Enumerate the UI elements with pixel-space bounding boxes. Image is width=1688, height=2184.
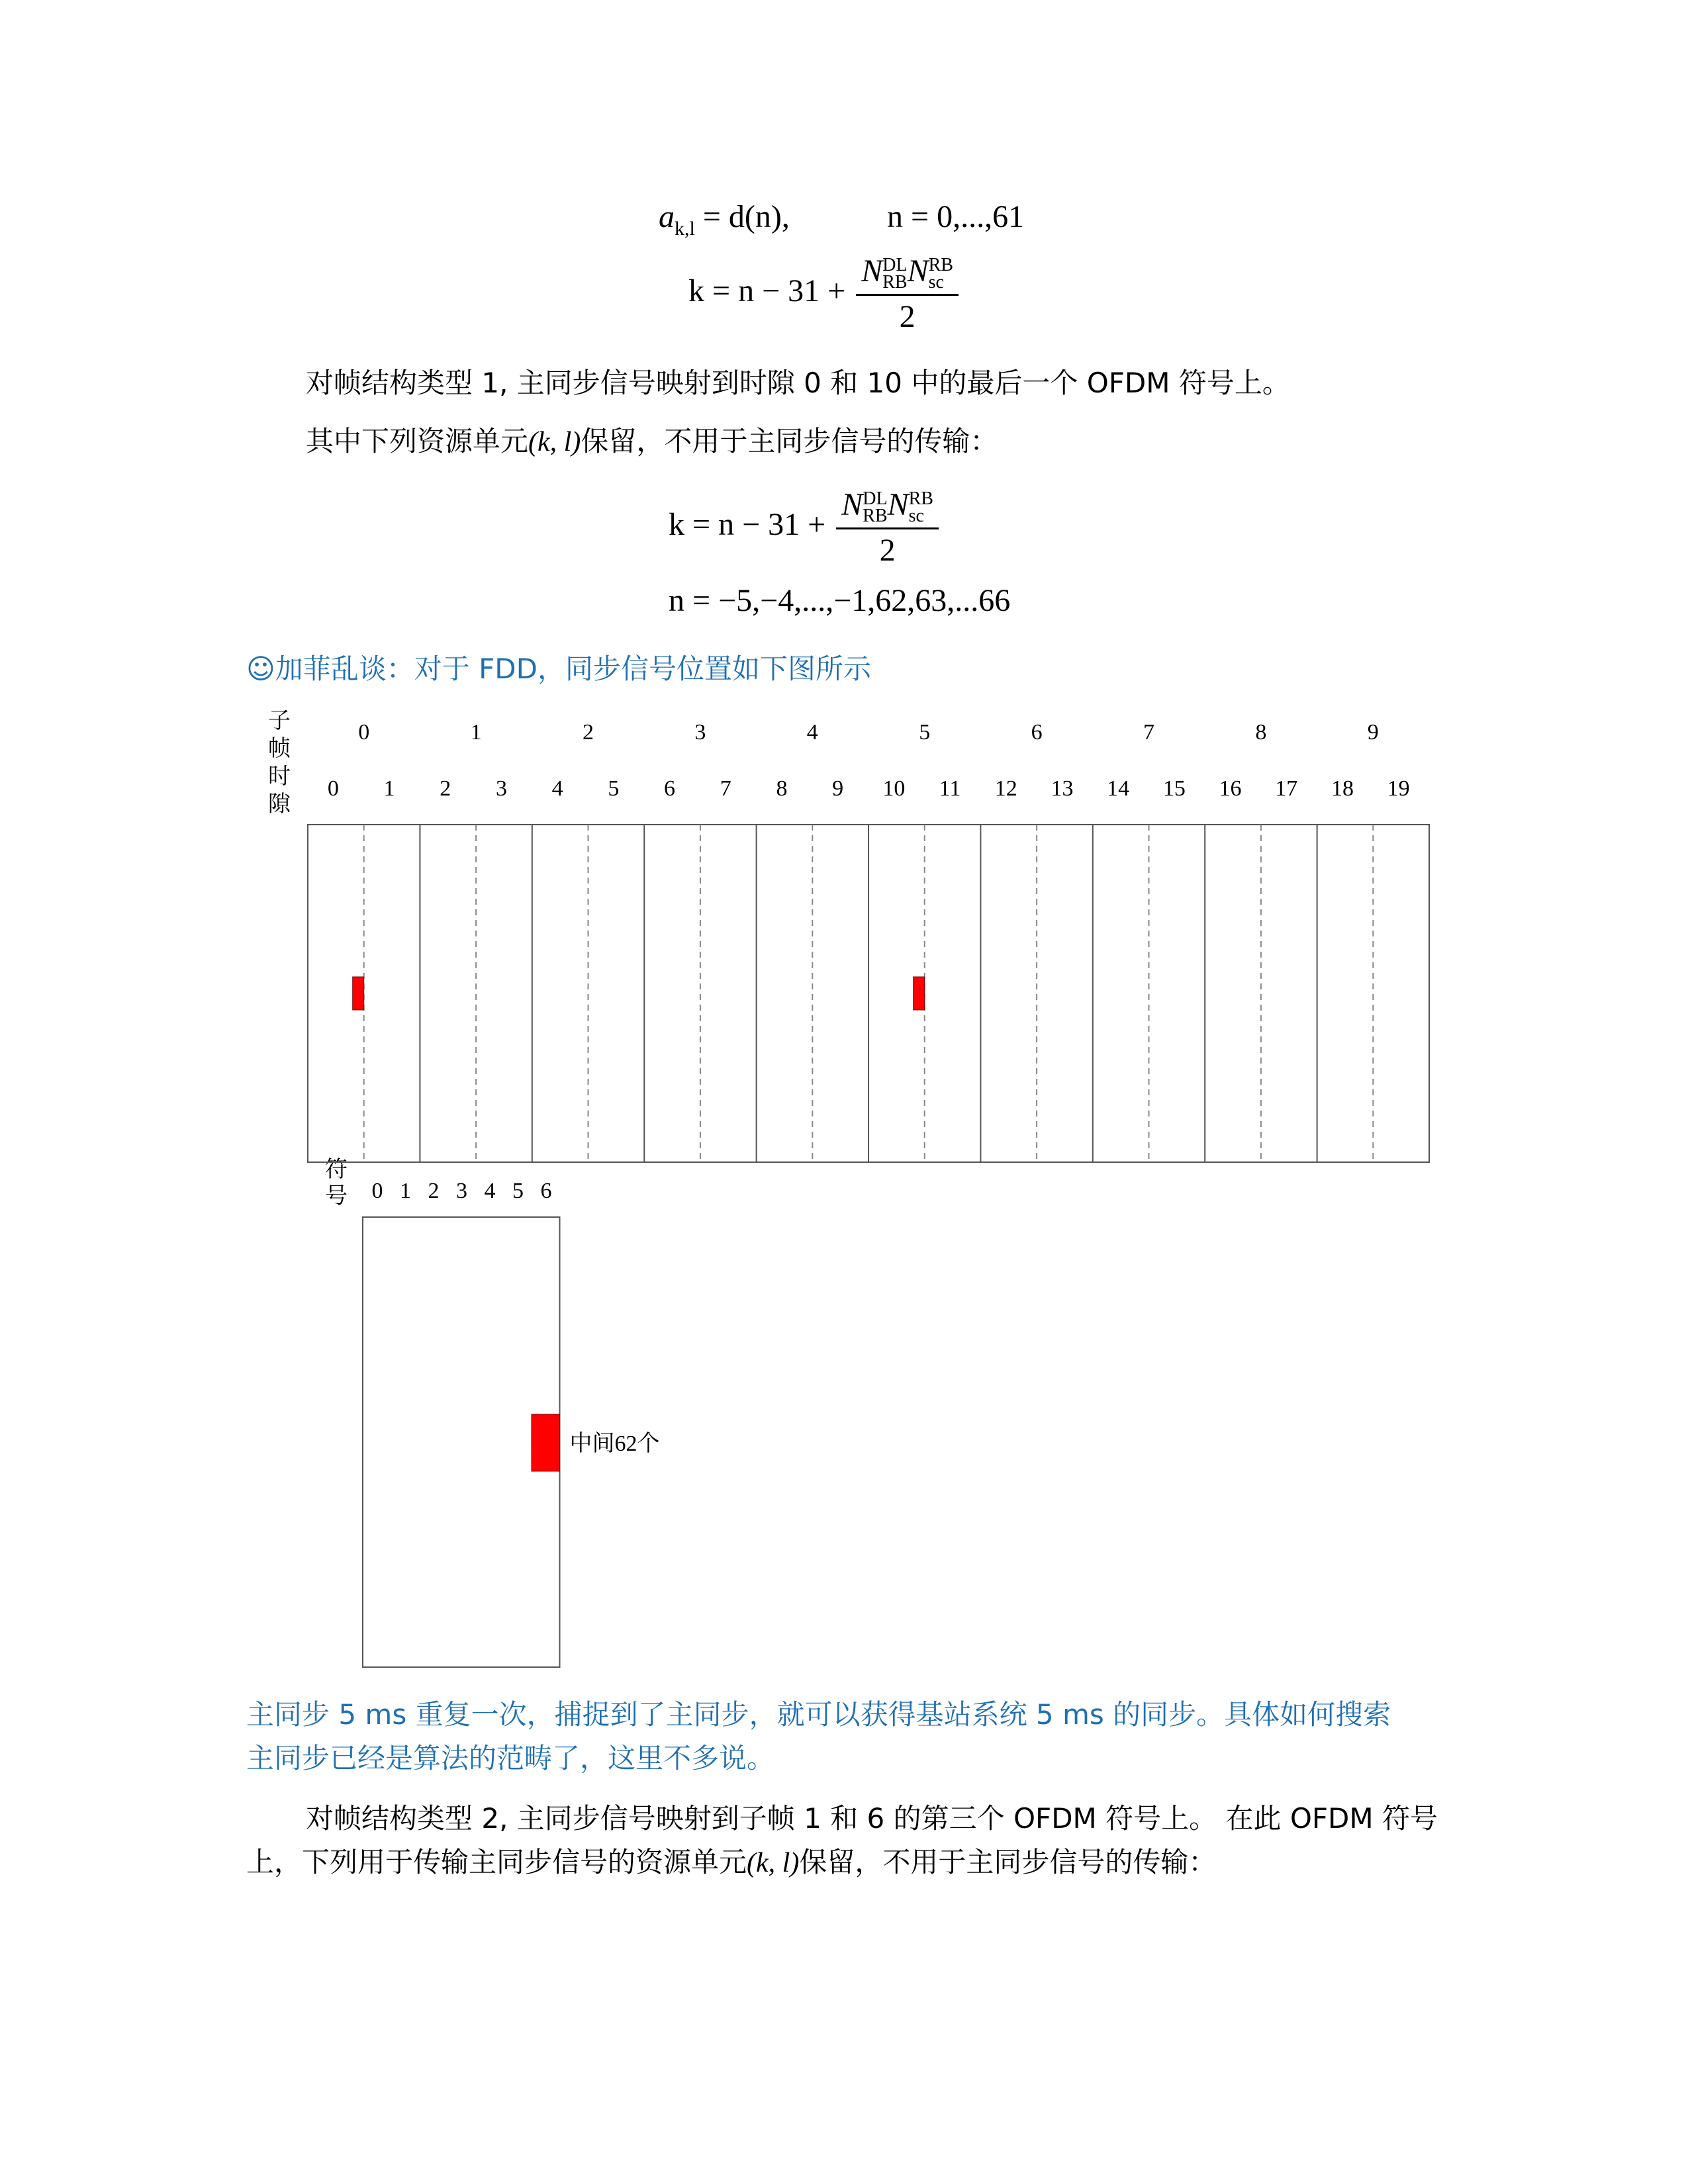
symbol-label-char: 符 <box>325 1158 348 1182</box>
eq3-fraction <box>836 486 939 569</box>
eq3-n2: N <box>887 487 909 522</box>
subframe-number: 2 <box>583 720 594 745</box>
slot-number: 5 <box>608 776 620 801</box>
eq3-n1-sup: DL <box>863 488 888 509</box>
slot-number: 17 <box>1275 776 1298 801</box>
symbol-block-outline <box>363 1217 560 1667</box>
paragraph-type2-line1: 对帧结构类型 2, 主同步信号映射到子帧 1 和 6 的第三个 OFDM 符号上。 在此 OFDM 符号 <box>306 1802 1438 1835</box>
note-title: ☺加菲乱谈：对于 FDD，同步信号位置如下图所示 <box>246 653 871 685</box>
eq-k-lhs: k = n − 31 + <box>688 273 846 309</box>
subframe-number: 3 <box>694 720 706 745</box>
eq-range-text: n = 0,...,61 <box>887 199 1025 234</box>
eq3-n1: N <box>841 487 863 522</box>
symbol-number: 3 <box>456 1179 467 1203</box>
eq-n2: N <box>907 253 929 289</box>
slot-number: 15 <box>1162 776 1186 801</box>
subframe-number: 1 <box>470 720 482 745</box>
fdd-sync-diagram <box>0 695 1688 1688</box>
eq3-denominator: 2 <box>879 532 896 568</box>
eq4-text: n = −5,−4,...,−1,62,63,...66 <box>669 583 1011 618</box>
slot-number: 1 <box>383 776 395 801</box>
eq-a-subscript: k,l <box>675 218 695 240</box>
paragraph-type2-line2 <box>246 1841 1216 1885</box>
slot-number: 9 <box>832 776 844 801</box>
slot-number: 19 <box>1387 776 1410 801</box>
symbol-number: 4 <box>484 1179 496 1203</box>
slot-number: 16 <box>1219 776 1242 801</box>
paragraph-reserved-a: 其中下列资源单元 <box>306 425 529 457</box>
symbol-number: 1 <box>400 1179 411 1203</box>
row-label-char: 帧 <box>268 737 291 761</box>
subframe-number: 4 <box>806 720 818 745</box>
eq3-lhs: k = n − 31 + <box>669 507 826 543</box>
symbol-number: 5 <box>512 1179 524 1203</box>
symbol-number: 6 <box>540 1179 552 1203</box>
eq-k-fraction <box>856 253 959 335</box>
note-paragraph-line1: 主同步 5 ms 重复一次，捕捉到了主同步，就可以获得基站系统 5 ms 的同步。具体如何搜索 <box>246 1698 1391 1731</box>
slot-number: 13 <box>1051 776 1074 801</box>
eq3-n2-sub: sc <box>908 505 924 526</box>
diagram-labels <box>268 709 1410 1208</box>
slot-number: 0 <box>327 776 339 801</box>
slot-number: 18 <box>1331 776 1354 801</box>
slot-number: 6 <box>664 776 676 801</box>
pss-marker <box>353 977 364 1010</box>
symbol-label-char: 号 <box>325 1184 348 1208</box>
slot-number: 12 <box>994 776 1017 801</box>
equation-psss-mapping <box>659 199 790 240</box>
subframe-number: 7 <box>1143 720 1154 745</box>
paragraph-reserved-kl: (k, l) <box>528 427 581 457</box>
eq-n1-sub: RB <box>882 271 908 293</box>
center-62-label: 中间62个 <box>569 1432 660 1456</box>
paragraph-reserved-b: 保留，不用于主同步信号的传输： <box>581 425 998 457</box>
eq-n2-sup: RB <box>928 254 953 275</box>
paragraph-type2-b: 保留，不用于主同步信号的传输： <box>799 1846 1217 1878</box>
equation-k-def <box>688 253 959 335</box>
note-paragraph-line2: 主同步已经是算法的范畴了，这里不多说。 <box>246 1742 775 1774</box>
paragraph-type2-kl: (k, l) <box>747 1848 800 1878</box>
slot-number: 10 <box>882 776 906 801</box>
slot-number: 8 <box>776 776 788 801</box>
slot-number: 4 <box>551 776 563 801</box>
paragraph-type1: 对帧结构类型 1, 主同步信号映射到时隙 0 和 10 中的最后一个 OFDM 符号上。 <box>306 367 1290 399</box>
frame-grid <box>308 825 1429 1162</box>
row-label-char: 时 <box>268 764 291 789</box>
paragraph-type2-a: 上，下列用于传输主同步信号的资源单元 <box>246 1846 747 1878</box>
subframe-number: 9 <box>1367 720 1379 745</box>
slot-number: 7 <box>720 776 731 801</box>
eq-n1: N <box>861 253 883 289</box>
row-label-char: 隙 <box>268 792 291 817</box>
subframe-number: 6 <box>1031 720 1043 745</box>
symbol-number: 2 <box>428 1179 440 1203</box>
eq3-n1-sub: RB <box>863 505 888 526</box>
symbol-number: 0 <box>371 1179 383 1203</box>
pss-center-block <box>532 1414 560 1471</box>
eq-a: a <box>659 199 675 234</box>
equation-range <box>887 199 1024 235</box>
slot-number: 11 <box>939 776 961 801</box>
symbol-grid <box>363 1217 660 1667</box>
paragraph-reserved <box>306 420 998 464</box>
subframe-number: 0 <box>358 720 370 745</box>
row-label-char: 子 <box>268 709 291 733</box>
eq-n2-sub: sc <box>928 271 944 293</box>
slot-number: 3 <box>495 776 507 801</box>
slot-number: 14 <box>1107 776 1130 801</box>
equation-n-reserved <box>669 582 1010 619</box>
subframe-number: 8 <box>1255 720 1267 745</box>
eq-n1-sup: DL <box>882 254 908 275</box>
pss-marker <box>914 977 925 1010</box>
eq3-n2-sup: RB <box>908 488 933 509</box>
eq-k-denominator: 2 <box>899 298 915 334</box>
eq-rhs: = d(n), <box>702 199 790 234</box>
slot-number: 2 <box>440 776 451 801</box>
subframe-number: 5 <box>919 720 931 745</box>
equation-k-reserved <box>669 486 939 569</box>
